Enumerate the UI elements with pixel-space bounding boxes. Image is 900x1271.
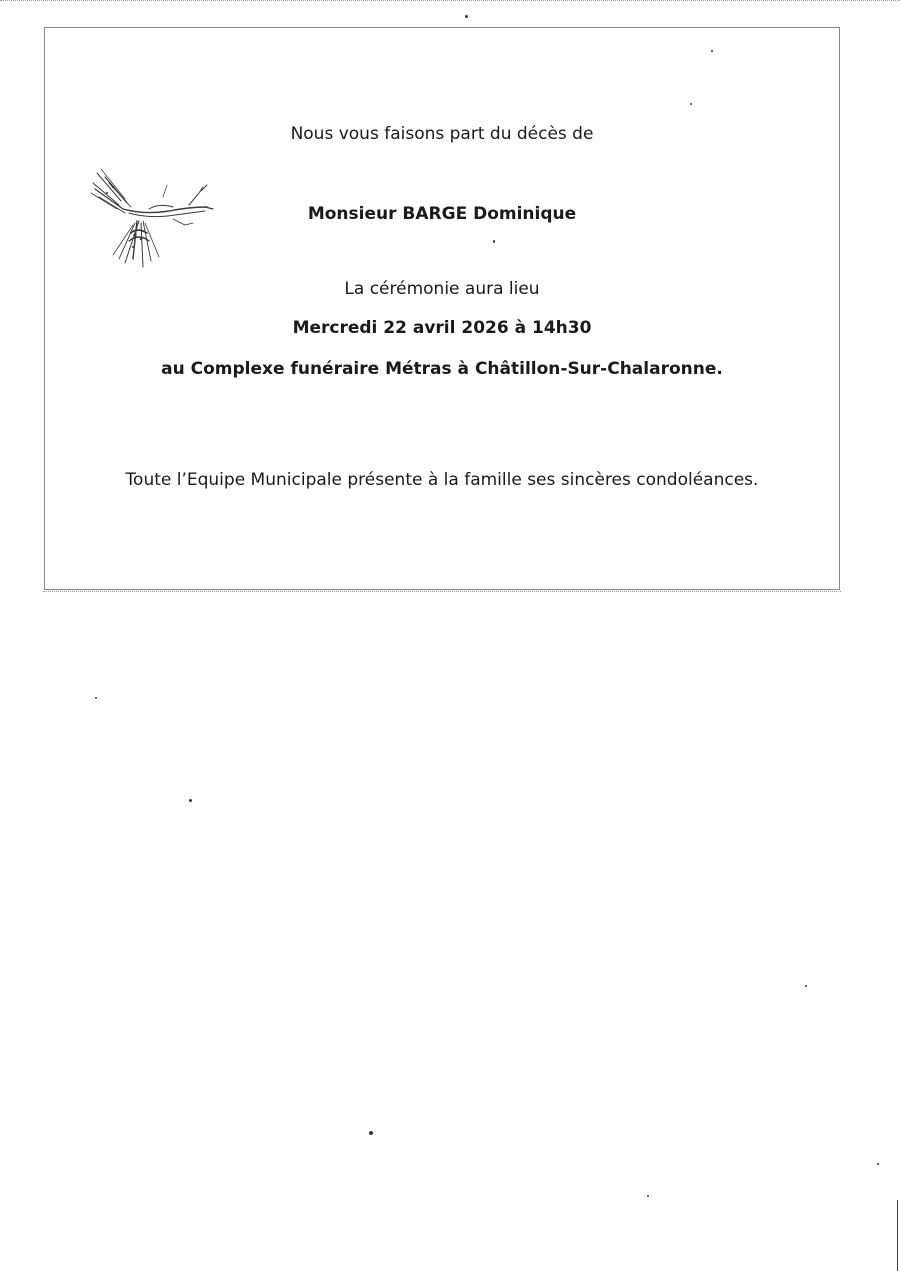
scan-speck — [465, 15, 468, 18]
scan-speck — [877, 1163, 879, 1165]
scan-speck — [493, 240, 495, 243]
condolences-text: Toute l’Equipe Municipale présente à la famille ses sincères condoléances. — [125, 470, 759, 490]
scan-speck — [805, 985, 807, 987]
ceremony-label: La cérémonie aura lieu — [344, 279, 540, 299]
scan-edge-top — [0, 0, 900, 3]
scan-edge-right — [897, 1200, 898, 1271]
ceremony-place: au Complexe funéraire Métras à Châtillon-Sur-Chalaronne. — [161, 359, 723, 379]
death-notice-card — [44, 27, 840, 590]
scan-speck — [95, 697, 97, 699]
scan-speck — [369, 1131, 373, 1135]
intro-text: Nous vous faisons part du décès de — [290, 124, 594, 144]
scan-speck — [711, 50, 713, 52]
deceased-name: Monsieur BARGE Dominique — [307, 204, 577, 224]
scan-speck — [690, 103, 692, 105]
scan-speck — [647, 1195, 649, 1197]
ceremony-date-time: Mercredi 22 avril 2026 à 14h30 — [292, 318, 592, 338]
scan-speck — [189, 799, 192, 802]
